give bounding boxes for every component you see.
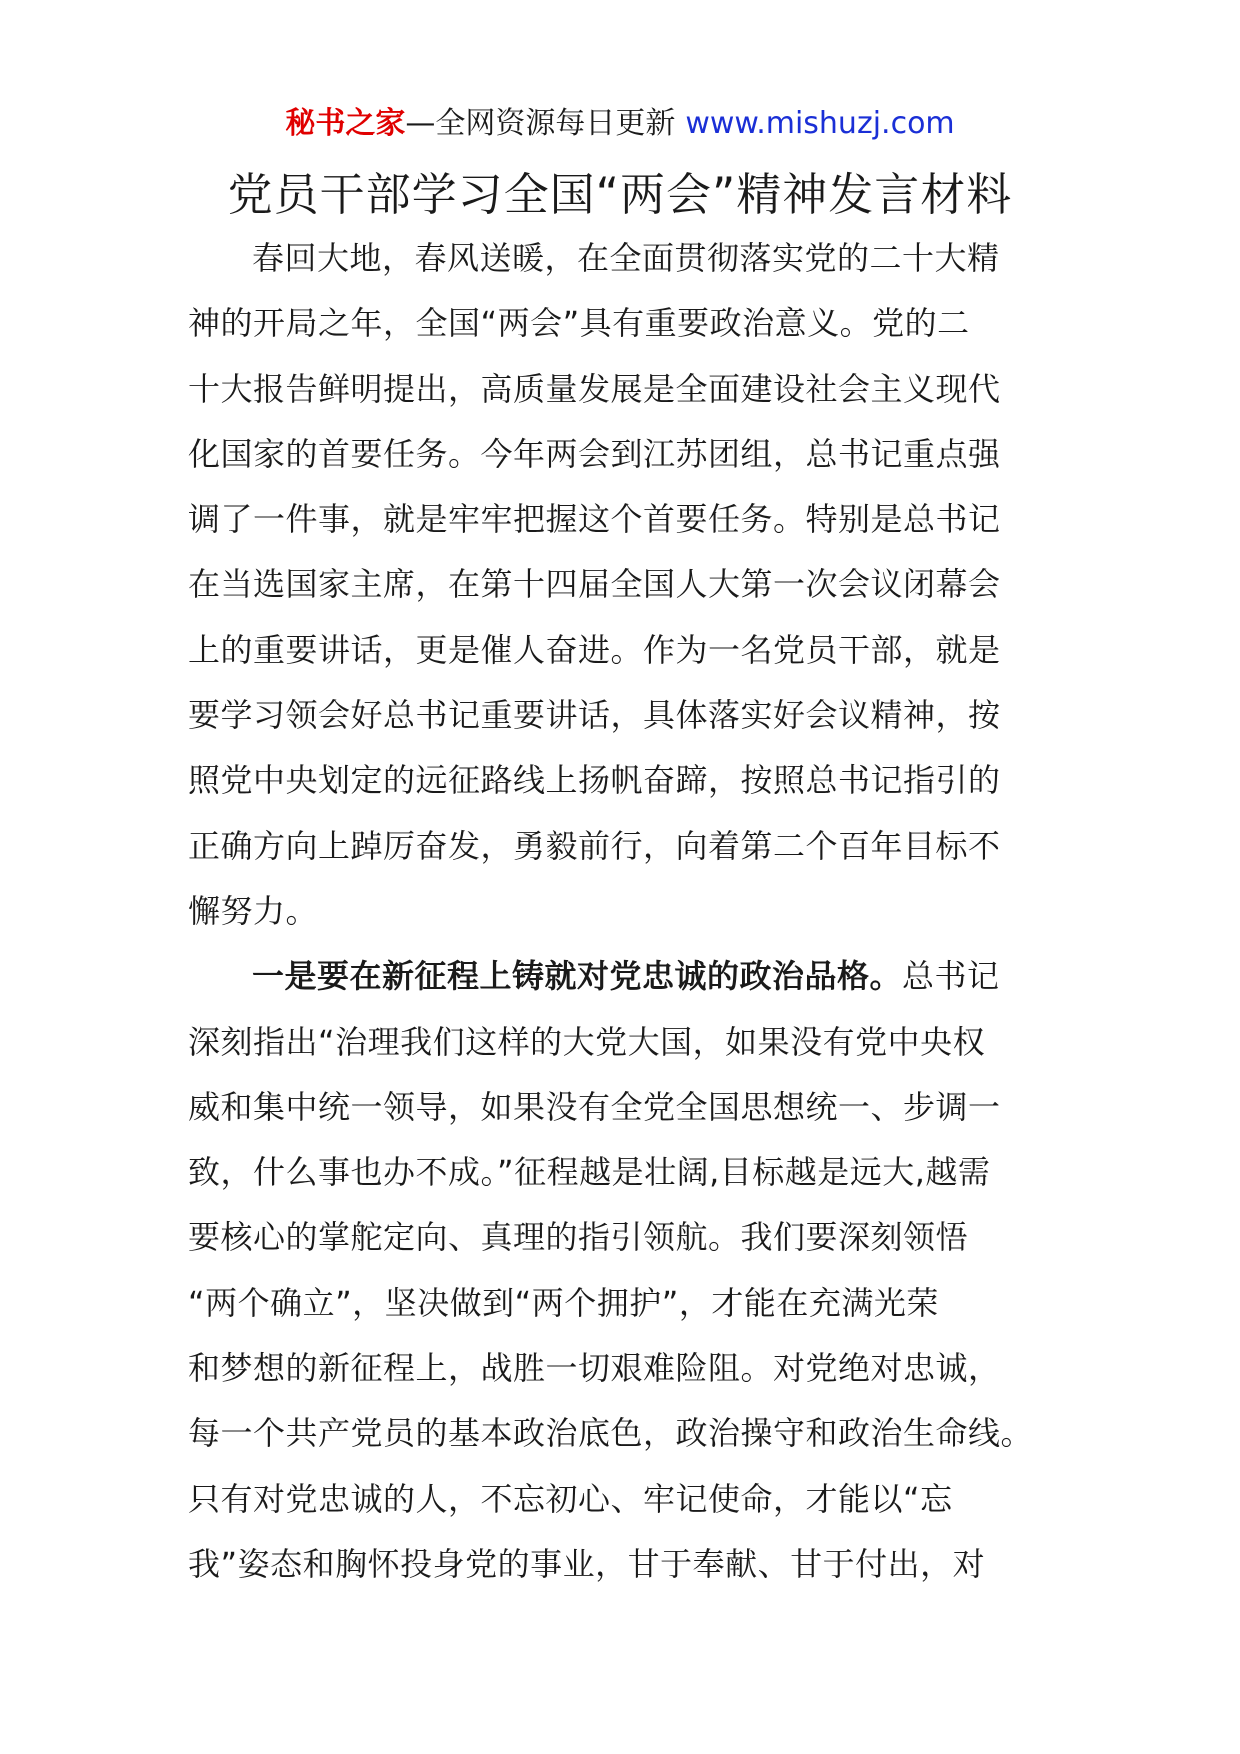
paragraph-2-line: 威和集中统一领导，如果没有全党全国思想统一、步调一	[188, 1087, 1001, 1126]
paragraph-1-line: 十大报告鲜明提出，高质量发展是全面建设社会主义现代	[188, 369, 1001, 408]
paragraph-2-line: 要核心的掌舵定向、真理的指引领航。我们要深刻领悟	[188, 1218, 969, 1257]
paragraph-1-line: 正确方向上踔厉奋发，勇毅前行，向着第二个百年目标不	[188, 826, 1001, 865]
site-header	[0, 104, 1240, 144]
paragraph-1-line: 懈努力。	[188, 891, 319, 930]
paragraph-1-line: 在当选国家主席，在第十四届全国人大第一次会议闭幕会	[188, 565, 1001, 604]
paragraph-2-line: 深刻指出“治理我们这样的大党大国，如果没有党中央权	[188, 1022, 986, 1061]
site-url-link[interactable]: www.mishuzj.com	[685, 106, 955, 141]
paragraph-2-line: 每一个共产党员的基本政治底色，政治操守和政治生命线。	[188, 1414, 1034, 1453]
paragraph-1-line: 神的开局之年，全国“两会”具有重要政治意义。党的二	[188, 304, 970, 343]
paragraph-2-text: 总书记	[902, 957, 1000, 996]
paragraph-1-line: 化国家的首要任务。今年两会到江苏团组，总书记重点强	[188, 434, 1001, 473]
paragraph-1-line: 春回大地，春风送暖，在全面贯彻落实党的二十大精	[252, 239, 1000, 277]
section-heading: 一是要在新征程上铸就对党忠诚的政治品格。	[252, 957, 903, 996]
paragraph-2-line: 和梦想的新征程上，战胜一切艰难险阻。对党绝对忠诚，	[188, 1349, 1001, 1388]
paragraph-1-line: 要学习领会好总书记重要讲话，具体落实好会议精神，按	[188, 696, 1001, 735]
paragraph-2-first-line	[188, 944, 1048, 1009]
paragraph-2-line: “两个确立”，坚决做到“两个拥护”，才能在充满光荣	[188, 1283, 939, 1322]
document-title: 党员干部学习全国“两会”精神发言材料	[227, 168, 1013, 221]
paragraph-1-line: 调了一件事，就是牢牢把握这个首要任务。特别是总书记	[188, 500, 1001, 539]
paragraph-2-line: 只有对党忠诚的人，不忘初心、牢记使命，才能以“忘	[188, 1479, 953, 1518]
paragraph-1-line: 照党中央划定的远征路线上扬帆奋蹄，按照总书记指引的	[188, 761, 1001, 800]
paragraph-1-line: 上的重要讲话，更是催人奋进。作为一名党员干部，就是	[188, 630, 1001, 669]
paragraph-2-line: 致，什么事也办不成。”征程越是壮阔,目标越是远大,越需	[188, 1153, 991, 1192]
document-body	[188, 226, 1048, 1597]
site-tagline: —全网资源每日更新	[405, 106, 676, 141]
paragraph-2-line: 我”姿态和胸怀投身党的事业，甘于奉献、甘于付出，对	[188, 1544, 986, 1583]
brand-name: 秘书之家	[285, 106, 406, 141]
